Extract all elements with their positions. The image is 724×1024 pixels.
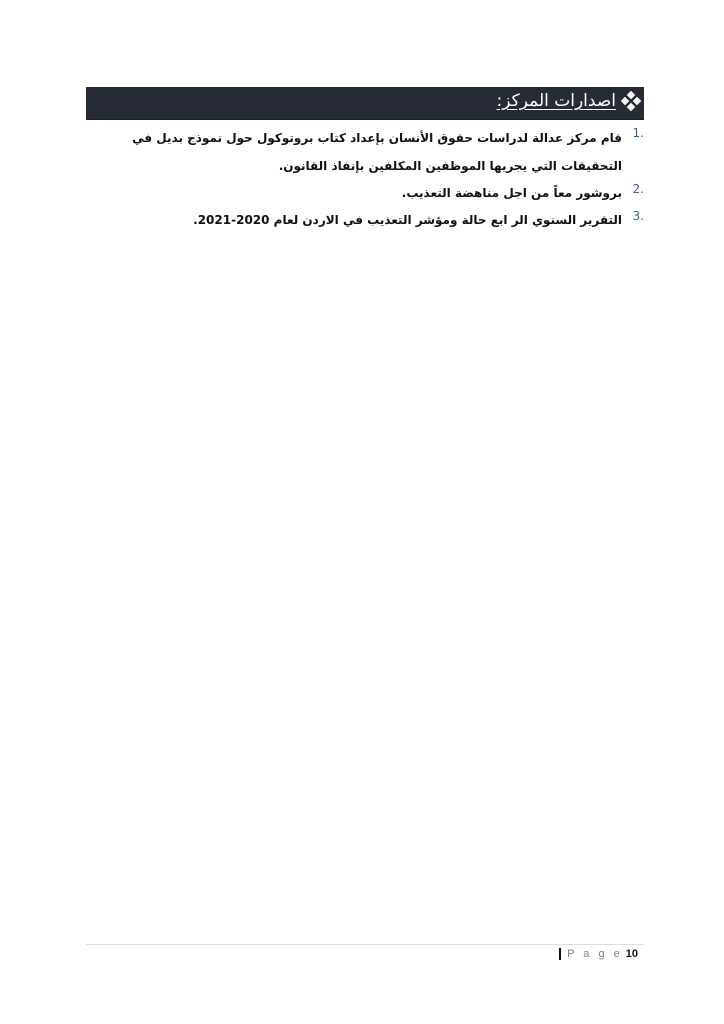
section-title: اصدارات المركز: — [496, 91, 616, 111]
list-item-text: قام مركز عدالة لدراسات حقوق الأنسان بإعداد كتاب بروتوكول حول نموذج بديل في التحقيقات التي يجريها الموظفين المكلفين بإنفاذ القانون. — [132, 131, 622, 173]
list-item-text: بروشور معاً من اجل مناهضة التعذيب. — [401, 186, 622, 200]
publications-list — [86, 124, 644, 234]
four-diamonds-icon — [622, 92, 640, 110]
section-header — [86, 87, 644, 120]
section-header-content — [497, 91, 640, 111]
list-item — [86, 180, 644, 207]
list-item-number: 1. — [632, 126, 644, 140]
list-item-text: التقرير السنوي الر ابع حالة ومؤشر التعذيب في الاردن لعام 2020-2021. — [193, 213, 622, 227]
list-item — [86, 124, 644, 180]
list-item-number: 3. — [632, 209, 644, 223]
footer-divider — [86, 944, 644, 945]
footer-page-number: 10 — [625, 948, 638, 960]
footer-separator-bar — [559, 948, 561, 960]
footer-page-label: P a g e — [567, 948, 623, 960]
list-item-number: 2. — [632, 182, 644, 196]
page-footer — [559, 948, 638, 960]
list-item — [86, 207, 644, 234]
